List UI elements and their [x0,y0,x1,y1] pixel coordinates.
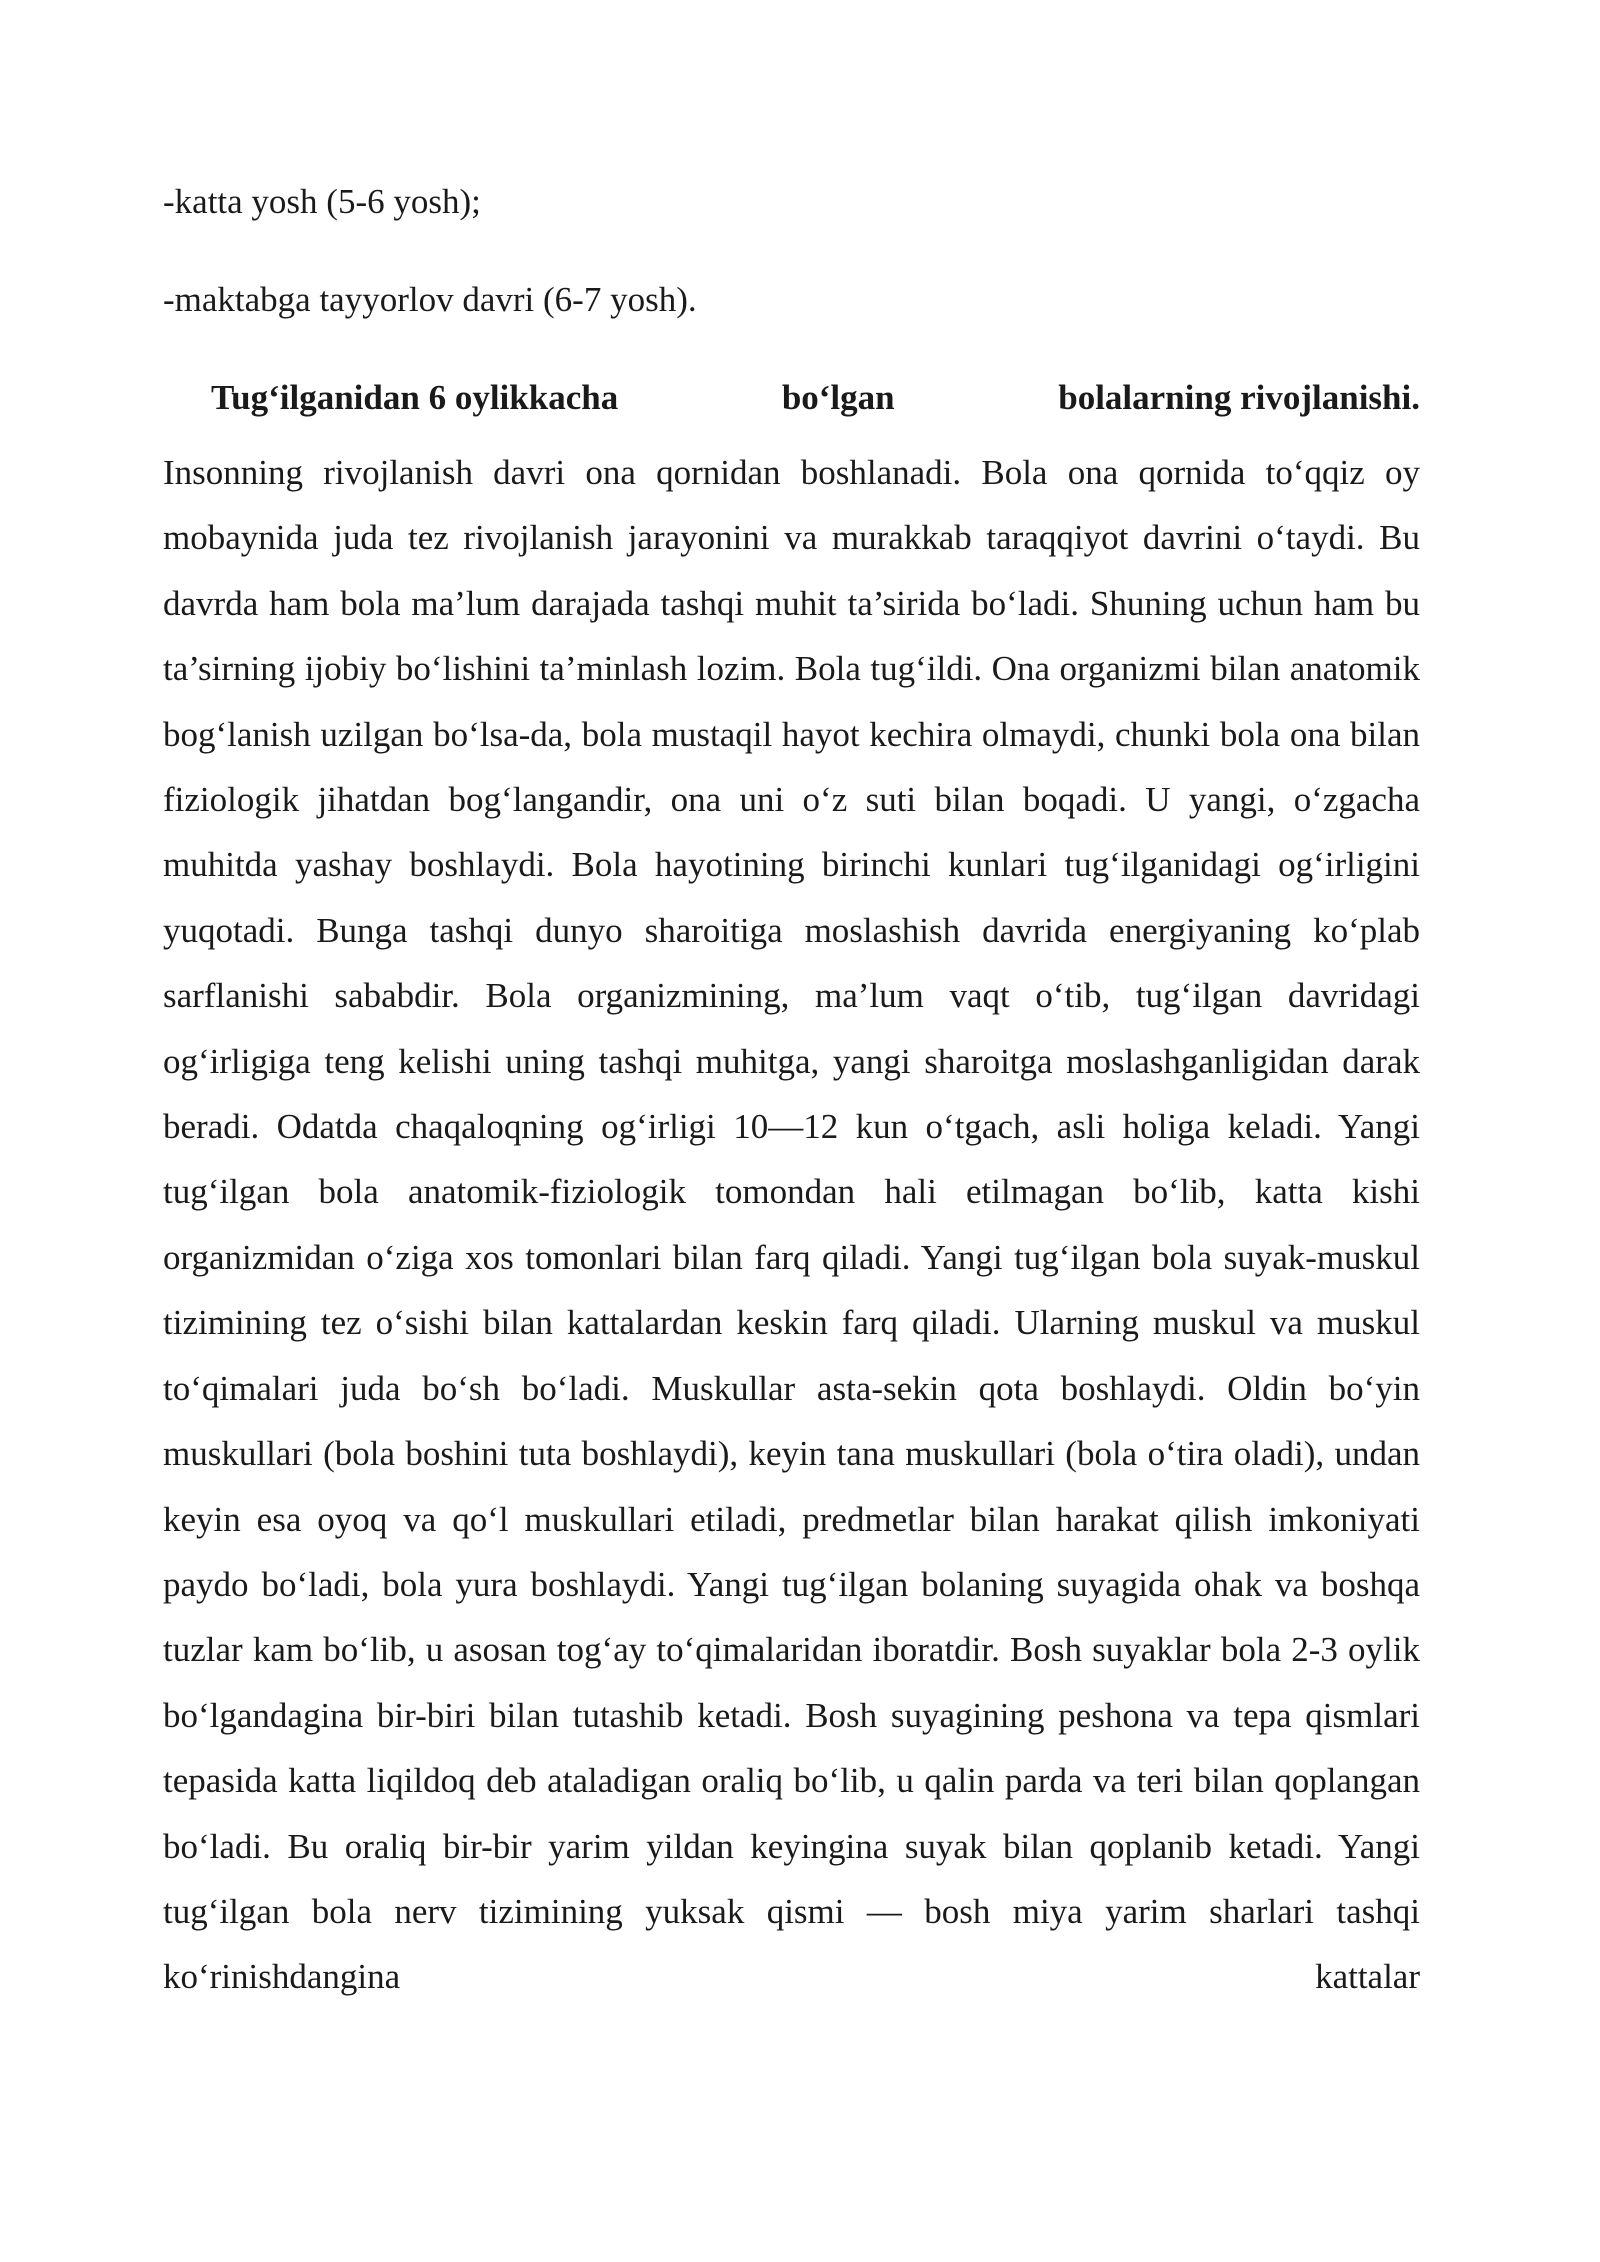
section-heading-part-1: Tug‘ilganidan 6 oylikkacha [211,378,619,417]
section-heading-part-3: bolalarning rivojlanishi. [1058,378,1420,417]
section-heading-part-2: bo‘lgan [781,378,895,417]
list-item-school-prep: -maktabga tayyorlov davri (6-7 yosh). [163,280,697,319]
body-paragraph: Insonning rivojlanish davri ona qornidan boshlanadi. Bola ona qornida to‘qqiz oy mobaynida juda tez rivojlanish jarayonini va murakkab taraqqiyot davrini o‘taydi. Bu davrda ham bola ma’lum darajada tashqi muhit ta’sirida bo‘ladi. Shuning uchun ham bu ta’sirning ijobiy bo‘lishini ta’minlash lozim. Bola tug‘ildi. Ona organizmi bilan anatomik bog‘lanish uzilgan bo‘lsa-da, bola mustaqil hayot kechira olmaydi, chunki bola ona bilan fiziologik jihatdan bog‘langandir, ona uni o‘z suti bilan boqadi. U yangi, o‘zgacha muhitda yashay boshlaydi. Bola hayotining birinchi kunlari tug‘ilganidagi og‘irligini yuqotadi. Bunga tashqi dunyo sharoitiga moslashish davrida energiyaning ko‘plab sarflanishi sababdir. Bola organizmining, ma’lum vaqt o‘tib, tug‘ilgan davridagi og‘irligiga teng kelishi uning tashqi muhitga, yangi sharoitga moslashganligidan darak beradi. Odatda chaqaloqning og‘irligi 10—12 kun o‘tgach, asli holiga keladi. Yangi tug‘ilgan bola anatomik-fiziologik tomondan hali etilmagan bo‘lib, katta kishi organizmidan o‘ziga xos tomonlari bilan farq qiladi. Yangi tug‘ilgan bola suyak-muskul tizimining tez o‘sishi bilan kattalardan keskin farq qiladi. Ularning muskul va muskul to‘qimalari juda bo‘sh bo‘ladi. Muskullar asta-sekin qota boshlaydi. Oldin bo‘yin muskullari (bola boshini tuta boshlaydi), keyin tana muskullari (bola o‘tira oladi), undan keyin esa oyoq va qo‘l muskullari etiladi, predmetlar bilan harakat qilish imkoniyati paydo bo‘ladi, bola yura boshlaydi. Yangi tug‘ilgan bolaning suyagida ohak va boshqa tuzlar kam bo‘lib, u asosan tog‘ay to‘qimalaridan iboratdir. Bosh suyaklar bola 2-3 oylik bo‘lgandagina bir-biri bilan tutashib ketadi. Bosh suyagining peshona va tepa qismlari tepasida katta liqildoq deb ataladigan oraliq bo‘lib, u qalin parda va teri bilan qoplangan bo‘ladi. Bu oraliq bir-bir yarim yildan keyingina suyak bilan qoplanib ketadi. Yangi tug‘ilgan bola nerv tizimining yuksak qismi — bosh miya yarim sharlari tashqi ko‘rinishdangina kattalar [163,453,1420,1997]
document-page [163,180,1420,2010]
section-heading [163,376,1420,440]
list-item-age-older: -katta yosh (5-6 yosh); [163,182,481,221]
